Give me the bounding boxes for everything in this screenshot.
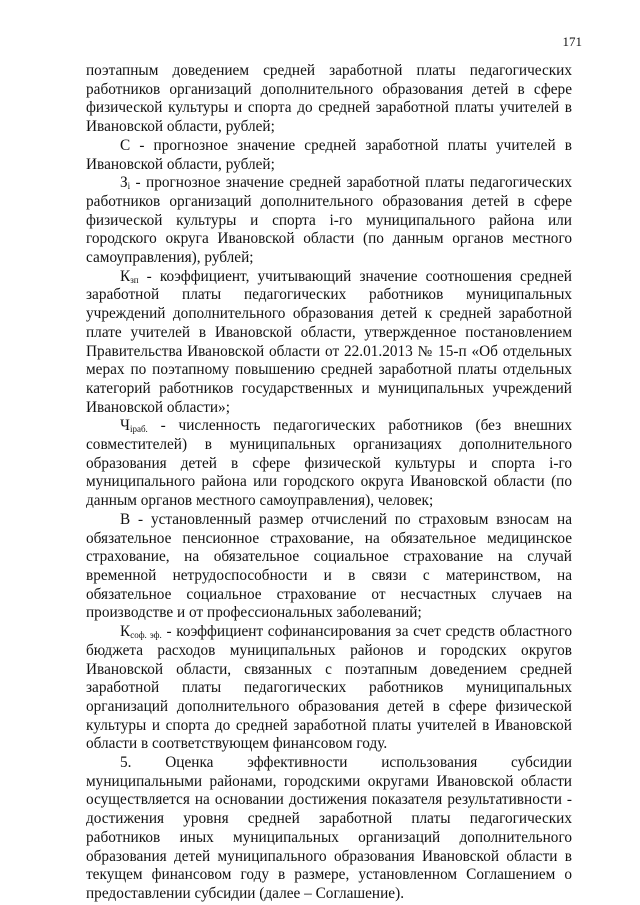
variable-symbol: К xyxy=(120,623,131,641)
definition-text: - установленный размер отчислений по страховым взносам на обязательное пенсионное страхование, на обязательное медицинское страхование, на обязательное социальное страхование на случай временной нетрудоспособности и в связи с материнством, на обязательное социальное страхование от несчастных случаев на производстве и от профессиональных заболеваний; xyxy=(86,510,572,622)
paragraph-text: 5. Оценка эффективности использования субсидии муниципальными районами, городскими округами Ивановской области осуществляется на основании достижения показателя результативности - достижения уровня средней заработной платы педагогических работников иных муниципальных организаций дополнительного образования детей муниципального образования Ивановской области в текущем финансовом году в размере, установленном Соглашением о предоставлении субсидии (далее – Соглашение). xyxy=(86,754,572,902)
section-5-paragraph xyxy=(86,754,572,904)
definition-zi xyxy=(86,174,572,268)
variable-subscript: соф. эф. xyxy=(130,630,162,641)
definition-kzp xyxy=(86,268,572,418)
definition-text: - прогнозное значение средней заработной платы педагогических работников организаций дополнительного образования детей в сфере физической культуры и спорта i-го муниципального района или городского округа Ивановской области (по данным органов местного самоуправления), рублей; xyxy=(86,174,572,267)
definition-text: - численность педагогических работников (без внешних совместителей) в муниципальных организациях дополнительного образования детей в сфере физической культуры и спорта i-го муниципального района или городского округа Ивановской области (по данным органов местного самоуправления), человек; xyxy=(86,417,572,510)
definition-text: - прогнозное значение средней заработной платы учителей в Ивановской области, рублей; xyxy=(86,136,572,173)
definition-text: - коэффициент софинансирования за счет средств областного бюджета расходов муниципальных районов и городских округов Ивановской области, связанных с поэтапным доведением средней заработной платы педагогических работников муниципальных организаций дополнительного образования детей в сфере физической культуры и спорта до средней заработной платы учителей в Ивановской области в соответствующем финансовом году. xyxy=(86,623,572,753)
variable-symbol: Ч xyxy=(120,417,130,435)
variable-symbol: С xyxy=(120,136,131,154)
paragraph-continuation xyxy=(86,62,572,137)
variable-subscript: i xyxy=(127,181,131,192)
paragraph-text: поэтапным доведением средней заработной платы педагогических работников организаций дополнительного образования детей в сфере физической культуры и спорта до средней заработной платы учителей в Ивановской области, рублей; xyxy=(86,62,572,136)
variable-symbol: В xyxy=(120,510,131,528)
definition-c xyxy=(86,137,572,174)
definition-ksof xyxy=(86,623,572,754)
page-number: 171 xyxy=(562,34,582,49)
variable-symbol: К xyxy=(120,267,131,285)
variable-subscript: зп xyxy=(130,274,139,285)
definition-chirab xyxy=(86,417,572,511)
definition-v xyxy=(86,511,572,623)
definition-text: - коэффициент, учитывающий значение соотношения средней заработной платы педагогических работников муниципальных учреждений дополнительного образования детей к средней заработной плате учителей в Ивановской области, утвержденное постановлением Правительства Ивановской области от 22.01.2013 № 15-п «Об отдельных мерах по поэтапному повышению средней заработной платы отдельных категорий работников государственных и муниципальных учреждений Ивановской области»; xyxy=(86,267,572,416)
variable-symbol: З xyxy=(120,174,128,192)
variable-subscript: iраб. xyxy=(129,424,148,435)
page-body xyxy=(86,62,572,904)
